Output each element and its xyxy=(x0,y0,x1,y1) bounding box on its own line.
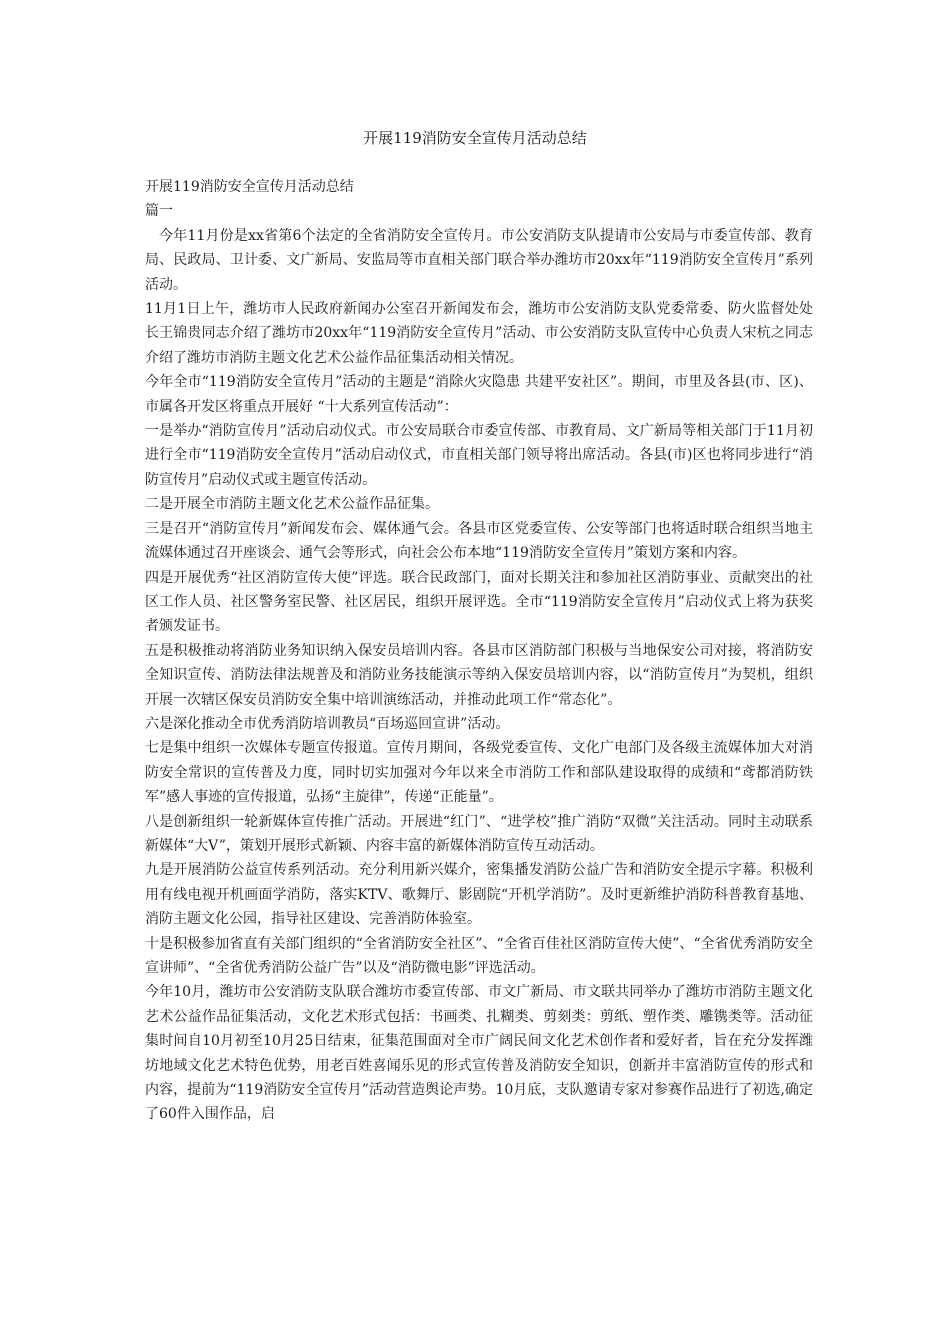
section-heading: 篇一 xyxy=(145,203,173,220)
paragraph: 11月1日上午，潍坊市人民政府新闻办公室召开新闻发布会，潍坊市公安消防支队党委常委、防火监督处处长王锦贵同志介绍了潍坊市20xx年“119消防安全宣传月”活动、市公安消防支队宣传中心负责人宋杭之同志介绍了潍坊市消防主题文化艺术公益作品征集活动相关情况。 xyxy=(145,301,813,366)
paragraph: 十是积极参加省直有关部门组织的“全省消防安全社区”、“全省百佳社区消防宣传大使”、“全省优秀消防安全宣讲师”、“全省优秀消防公益广告”以及“消防微电影”评选活动。 xyxy=(145,935,813,976)
paragraph: 五是积极推动将消防业务知识纳入保安员培训内容。各县市区消防部门积极与当地保安公司对接，将消防安全知识宣传、消防法律法规普及和消防业务技能演示等纳入保安员培训内容，以“消防宣传月”为契机，组织开展一次辖区保安员消防安全集中培训演练活动，并推动此项工作“常态化”。 xyxy=(145,642,813,708)
document-subtitle: 开展119消防安全宣传月活动总结 xyxy=(145,179,354,195)
paragraph: 今年10月，潍坊市公安消防支队联合潍坊市委宣传部、市文广新局、市文联共同举办了潍坊市消防主题文化艺术公益作品征集活动，文化艺术形式包括：书画类、扎糊类、剪刻类：剪纸、塑作类、雕镌类等。活动征集时间自10月初至10月25日结束，征集范围面对全市广阔民间文化艺术创作者和爱好者，旨在充分发挥潍坊地域文化艺术特色优势，用老百姓喜闻乐见的形式宣传普及消防安全知识，创新并丰富消防宣传的形式和内容，提前为“119消防安全宣传月”活动营造舆论声势。10月底，支队邀请专家对参赛作品进行了初选,确定了60件入围作品，启 xyxy=(145,984,813,1123)
paragraph: 七是集中组织一次媒体专题宣传报道。宣传月期间，各级党委宣传、文化广电部门及各级主流媒体加大对消防安全常识的宣传普及力度，同时切实加强对今年以来全市消防工作和部队建设取得的成绩和“鸢都消防铁军”感人事迹的宣传报道，弘扬“主旋律”，传递“正能量”。 xyxy=(145,740,813,806)
paragraph: 四是开展优秀“社区消防宣传大使”评选。联合民政部门，面对长期关注和参加社区消防事业、贡献突出的社区工作人员、社区警务室民警、社区居民，组织开展评选。全市“119消防安全宣传月”启动仪式上将为获奖者颁发证书。 xyxy=(145,569,813,635)
paragraph: 二是开展全市消防主题文化艺术公益作品征集。 xyxy=(145,496,439,513)
paragraph: 三是召开“消防宣传月”新闻发布会、媒体通气会。各县市区党委宣传、公安等部门也将适时联合组织当地主流媒体通过召开座谈会、通气会等形式，向社会公布本地“119消防安全宣传月”策划方案和内容。 xyxy=(145,520,813,562)
document-title: 开展119消防安全宣传月活动总结 xyxy=(363,129,587,147)
document-body xyxy=(145,175,813,1127)
paragraph: 八是创新组织一轮新媒体宣传推广活动。开展进“红门”、“进学校”推广消防“双微”关注活动。同时主动联系新媒体“大V”，策划开展形式新颖、内容丰富的新媒体消防宣传互动活动。 xyxy=(145,813,813,854)
paragraph: 今年全市“119消防安全宣传月”活动的主题是“消除火灾隐患 共建平安社区”。期间，市里及各县(市、区)、市属各开发区将重点开展好 “十大系列宣传活动”： xyxy=(145,374,813,415)
paragraph: 九是开展消防公益宣传系列活动。充分利用新兴媒介，密集播发消防公益广告和消防安全提示字幕。积极利用有线电视开机画面学消防，落实KTV、歌舞厅、影剧院“开机学消防”。及时更新维护消防科普教育基地、消防主题文化公园，指导社区建设、完善消防体验室。 xyxy=(145,862,813,928)
paragraph: 一是举办“消防宣传月”活动启动仪式。市公安局联合市委宣传部、市教育局、文广新局等相关部门于11月初进行全市“119消防安全宣传月”活动启动仪式，市直相关部门领导将出席活动。各县(市)区也将同步进行“消防宣传月”启动仪式或主题宣传活动。 xyxy=(145,423,813,488)
paragraph: 今年11月份是xx省第6个法定的全省消防安全宣传月。市公安消防支队提请市公安局与市委宣传部、教育局、民政局、卫计委、文广新局、安监局等市直相关部门联合举办潍坊市20xx年“119消防安全宣传月”系列活动。 xyxy=(145,227,813,293)
paragraph: 六是深化推动全市优秀消防培训教员“百场巡回宣讲”活动。 xyxy=(145,715,510,732)
